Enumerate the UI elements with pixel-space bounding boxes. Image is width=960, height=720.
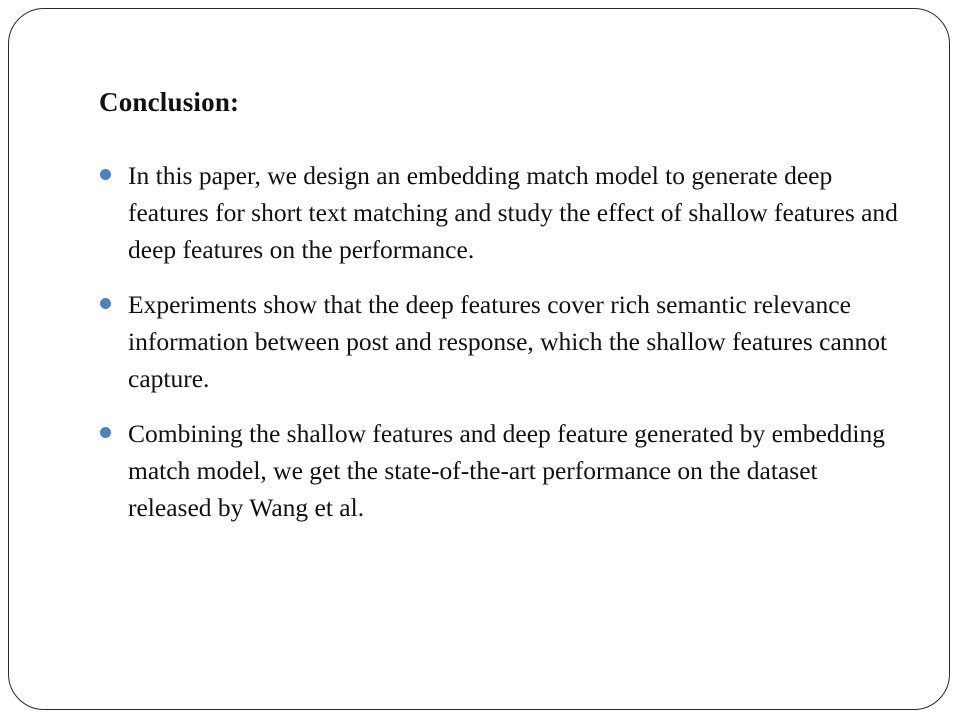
- bullet-list: [99, 157, 899, 544]
- bullet-item: [99, 286, 899, 397]
- bullet-dot-icon: [100, 298, 111, 309]
- bullet-item: [99, 157, 899, 268]
- bullet-dot-icon: [100, 427, 111, 438]
- bullet-text: In this paper, we design an embedding match model to generate deep features for short text matching and study the effect of shallow features and deep features on the performance.: [128, 161, 898, 264]
- slide-heading: Conclusion:: [99, 87, 240, 117]
- bullet-item: [99, 415, 899, 526]
- bullet-text: Experiments show that the deep features cover rich semantic relevance information between post and response, which the shallow features cannot capture.: [128, 290, 888, 393]
- bullet-dot-icon: [100, 169, 111, 180]
- slide-frame: [8, 8, 950, 710]
- bullet-text: Combining the shallow features and deep feature generated by embedding match model, we get the state-of-the-art performance on the dataset released by Wang et al.: [128, 419, 885, 522]
